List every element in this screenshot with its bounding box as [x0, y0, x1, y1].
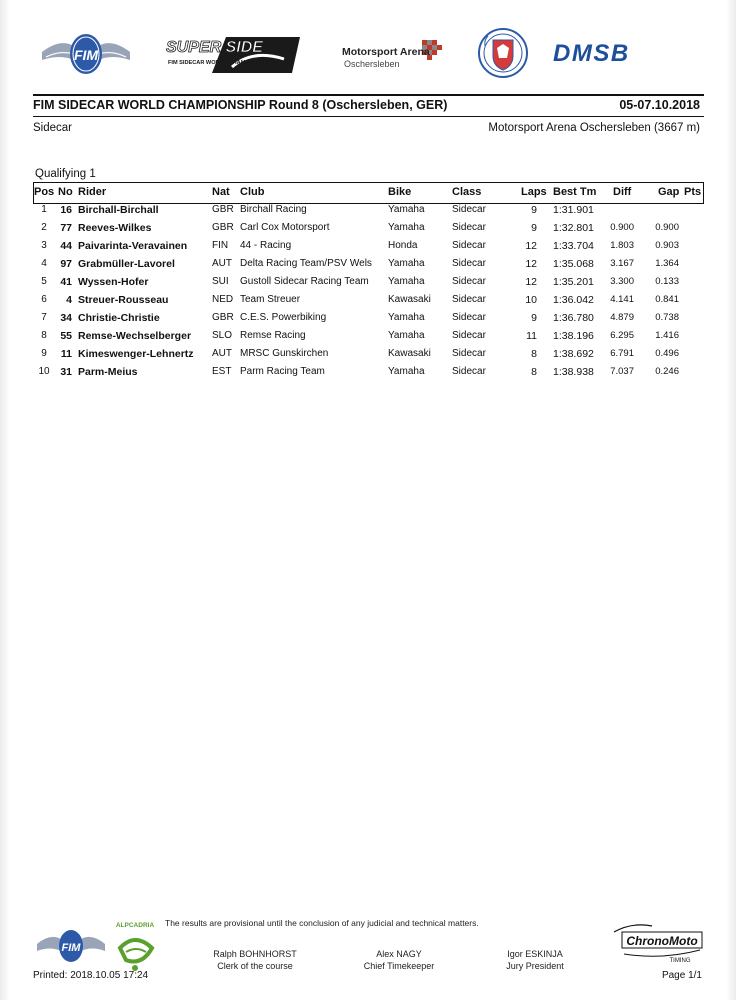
cell-bike: Yamaha	[388, 366, 425, 377]
cell-nat: AUT	[212, 348, 232, 359]
cell-bike: Honda	[388, 240, 418, 251]
header-top-rule	[33, 94, 704, 96]
superside-subtitle: FIM SIDECAR WORLD CHAMPIONSHIP	[168, 60, 273, 66]
cell-best: 1:32.801	[553, 222, 594, 234]
table-row	[0, 204, 736, 222]
page-edge-right	[726, 0, 736, 1000]
cell-pos: 6	[41, 294, 47, 305]
cell-nat: GBR	[212, 222, 234, 233]
cell-pos: 1	[41, 204, 47, 215]
cell-rider: Streuer-Rousseau	[78, 294, 169, 306]
cell-bike: Yamaha	[388, 330, 425, 341]
cell-class: Sidecar	[452, 330, 486, 341]
cell-rider: Wyssen-Hofer	[78, 276, 149, 288]
col-header-bike: Bike	[388, 186, 412, 198]
cell-diff: 0.900	[610, 222, 634, 233]
cell-bike: Kawasaki	[388, 348, 431, 359]
cell-club: MRSC Gunskirchen	[240, 348, 329, 359]
alpcadria-logo-text: ALPCADRIA	[115, 922, 155, 929]
table-row	[0, 222, 736, 240]
cell-best: 1:38.692	[553, 348, 594, 360]
official-name: Ralph BOHNHORST	[213, 949, 297, 959]
fim-logo-footer-text: FIM	[61, 942, 81, 954]
fim-logo-text: FIM	[73, 47, 99, 63]
cell-best: 1:36.780	[553, 312, 594, 324]
col-header-pts: Pts	[684, 186, 702, 198]
cell-gap: 0.903	[655, 240, 679, 251]
header-bottom-rule	[33, 116, 704, 117]
cell-class: Sidecar	[452, 258, 486, 269]
cell-pos: 9	[41, 348, 47, 359]
cell-nat: FIN	[212, 240, 229, 251]
col-header-rider: Rider	[78, 186, 107, 198]
cell-club: Delta Racing Team/PSV Wels	[240, 258, 372, 269]
cell-class: Sidecar	[452, 312, 486, 323]
cell-club: Remse Racing	[240, 330, 306, 341]
official-role: Jury President	[506, 961, 564, 971]
results-header-row	[33, 182, 704, 204]
cell-class: Sidecar	[452, 366, 486, 377]
table-row	[0, 240, 736, 258]
session-title: Qualifying 1	[35, 168, 96, 180]
class-name: Sidecar	[33, 122, 72, 134]
msa-subtitle: Oschersleben	[344, 59, 400, 69]
cell-club: Team Streuer	[240, 294, 301, 305]
cell-class: Sidecar	[452, 240, 486, 251]
cell-nat: GBR	[212, 312, 234, 323]
cell-no: 44	[60, 240, 72, 252]
cell-diff: 1.803	[610, 240, 634, 251]
cell-laps: 11	[526, 330, 537, 342]
cell-bike: Yamaha	[388, 276, 425, 287]
cell-gap: 0.133	[655, 276, 679, 287]
cell-gap: 1.416	[655, 330, 679, 341]
cell-best: 1:35.201	[553, 276, 594, 288]
official-clerk	[195, 948, 315, 972]
official-name: Alex NAGY	[376, 949, 422, 959]
cell-laps: 9	[531, 312, 537, 324]
col-header-class: Class	[452, 186, 482, 198]
official-role: Clerk of the course	[217, 961, 293, 971]
cell-rider: Kimeswenger-Lehnertz	[78, 348, 194, 360]
cell-pos: 4	[41, 258, 47, 269]
fim-logo	[40, 30, 132, 78]
official-role: Chief Timekeeper	[363, 961, 435, 971]
cell-best: 1:36.042	[553, 294, 594, 306]
msa-title: Motorsport Arena	[342, 46, 430, 58]
table-row	[0, 366, 736, 384]
cell-diff: 4.879	[610, 312, 634, 323]
cell-diff: 6.295	[610, 330, 634, 341]
cell-laps: 8	[531, 366, 537, 378]
motorsport-arena-logo	[342, 38, 442, 72]
cell-pos: 7	[41, 312, 47, 323]
cell-rider: Reeves-Wilkes	[78, 222, 152, 234]
cell-nat: AUT	[212, 258, 232, 269]
cell-rider: Paivarinta-Veravainen	[78, 240, 188, 252]
superside-logo	[162, 33, 302, 75]
cell-gap: 1.364	[655, 258, 679, 269]
cell-no: 77	[60, 222, 72, 234]
cell-gap: 0.900	[655, 222, 679, 233]
table-row	[0, 330, 736, 348]
cell-laps: 12	[525, 276, 537, 288]
cell-rider: Grabmüller-Lavorel	[78, 258, 175, 270]
col-header-best: Best Tm	[553, 186, 597, 198]
cell-nat: EST	[212, 366, 232, 377]
cell-diff: 4.141	[610, 294, 634, 305]
chronomoto-timing-text: TIMING	[669, 958, 691, 964]
cell-class: Sidecar	[452, 294, 486, 305]
cell-class: Sidecar	[452, 276, 486, 287]
cell-pos: 10	[38, 366, 50, 377]
braunschweig-crest-logo	[478, 26, 528, 80]
cell-laps: 12	[525, 258, 537, 270]
provisional-disclaimer: The results are provisional until the conclusion of any judicial and technical matters.	[165, 918, 479, 928]
cell-diff: 7.037	[610, 366, 634, 377]
col-header-diff: Diff	[613, 186, 632, 198]
cell-rider: Remse-Wechselberger	[78, 330, 192, 342]
cell-no: 16	[60, 204, 72, 216]
col-header-no: No	[58, 186, 73, 198]
table-row	[0, 258, 736, 276]
cell-pos: 2	[41, 222, 47, 233]
dmsb-logo	[553, 40, 693, 74]
cell-nat: NED	[212, 294, 234, 305]
cell-best: 1:31.901	[553, 204, 594, 216]
cell-no: 4	[66, 294, 72, 306]
printed-timestamp: Printed: 2018.10.05 17:24	[33, 970, 149, 981]
table-row	[0, 348, 736, 366]
cell-no: 11	[60, 348, 72, 360]
col-header-nat: Nat	[212, 186, 230, 198]
cell-diff: 6.791	[610, 348, 634, 359]
col-header-laps: Laps	[521, 186, 547, 198]
cell-best: 1:35.068	[553, 258, 594, 270]
col-header-pos: Pos	[34, 186, 55, 198]
cell-club: C.E.S. Powerbiking	[240, 312, 327, 323]
official-jury-president	[475, 948, 595, 972]
cell-gap: 0.496	[655, 348, 679, 359]
cell-no: 55	[60, 330, 72, 342]
dmsb-logo-text: DMSB	[553, 40, 630, 67]
cell-laps: 8	[531, 348, 537, 360]
table-row	[0, 294, 736, 312]
fim-logo-footer	[36, 926, 106, 966]
cell-bike: Yamaha	[388, 312, 425, 323]
cell-best: 1:38.196	[553, 330, 594, 342]
cell-pos: 5	[41, 276, 47, 287]
cell-club: Birchall Racing	[240, 204, 307, 215]
cell-class: Sidecar	[452, 222, 486, 233]
cell-no: 34	[60, 312, 72, 324]
table-row	[0, 312, 736, 330]
cell-best: 1:38.938	[553, 366, 594, 378]
cell-no: 41	[60, 276, 72, 288]
cell-nat: GBR	[212, 204, 234, 215]
cell-nat: SLO	[212, 330, 233, 341]
col-header-club: Club	[240, 186, 265, 198]
official-timekeeper	[339, 948, 459, 972]
venue: Motorsport Arena Oschersleben (3667 m)	[488, 122, 700, 134]
cell-gap: 0.841	[655, 294, 679, 305]
event-title: FIM SIDECAR WORLD CHAMPIONSHIP Round 8 (Oschersleben, GER)	[33, 98, 448, 112]
cell-laps: 9	[531, 204, 537, 216]
cell-class: Sidecar	[452, 348, 486, 359]
page-edge-left	[0, 0, 10, 1000]
cell-club: Parm Racing Team	[240, 366, 325, 377]
cell-pos: 8	[41, 330, 47, 341]
cell-rider: Parm-Meius	[78, 366, 138, 378]
cell-bike: Yamaha	[388, 258, 425, 269]
cell-gap: 0.246	[655, 366, 679, 377]
cell-pos: 3	[41, 240, 47, 251]
event-dates: 05-07.10.2018	[619, 98, 700, 112]
cell-diff: 3.167	[610, 258, 634, 269]
cell-laps: 9	[531, 222, 537, 234]
cell-gap: 0.738	[655, 312, 679, 323]
cell-diff: 3.300	[610, 276, 634, 287]
cell-laps: 10	[525, 294, 537, 306]
cell-club: Gustoll Sidecar Racing Team	[240, 276, 369, 287]
col-header-gap: Gap	[658, 186, 680, 198]
cell-no: 97	[60, 258, 72, 270]
cell-bike: Yamaha	[388, 222, 425, 233]
table-row	[0, 276, 736, 294]
cell-class: Sidecar	[452, 204, 486, 215]
cell-no: 31	[60, 366, 72, 378]
page-number: Page 1/1	[661, 970, 702, 981]
cell-bike: Yamaha	[388, 204, 425, 215]
cell-club: 44 - Racing	[240, 240, 292, 251]
official-name: Igor ESKINJA	[507, 949, 563, 959]
cell-club: Carl Cox Motorsport	[240, 222, 330, 233]
superside-title: SUPER SIDE	[166, 39, 263, 56]
chronomoto-logo	[612, 920, 706, 964]
chronomoto-logo-text: ChronoMoto	[626, 934, 698, 948]
alpcadria-logo	[108, 918, 162, 976]
cell-rider: Birchall-Birchall	[78, 204, 159, 216]
cell-nat: SUI	[212, 276, 229, 287]
cell-bike: Kawasaki	[388, 294, 431, 305]
cell-laps: 12	[525, 240, 537, 252]
cell-rider: Christie-Christie	[78, 312, 160, 324]
cell-best: 1:33.704	[553, 240, 594, 252]
